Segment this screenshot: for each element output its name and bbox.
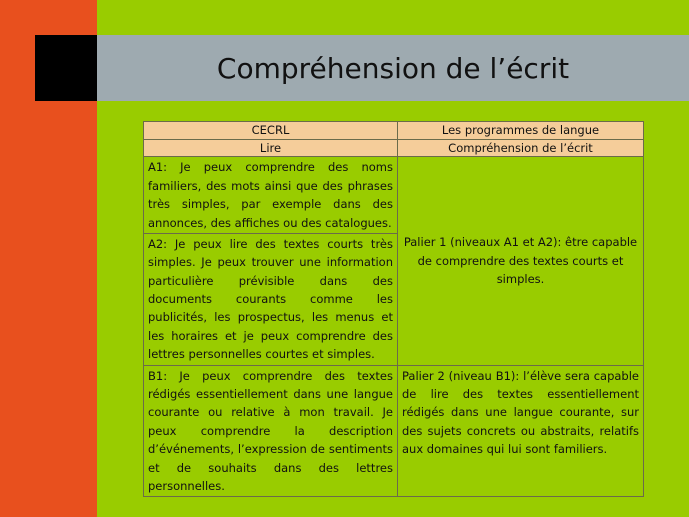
header-lire: Lire <box>144 139 398 157</box>
black-accent-square <box>35 35 97 101</box>
header-programmes: Les programmes de langue <box>398 122 644 140</box>
table-subheader-row <box>144 139 644 157</box>
table-row-a1 <box>144 157 644 234</box>
comparison-table <box>143 121 644 497</box>
cell-a2: A2: Je peux lire des textes courts très simples. Je peux trouver une information particulière prévisible dans des documents courants comme les publicités, les prospectus, les menus et les horaires et je peux comprendre des lettres personnelles courtes et simples. <box>144 233 398 365</box>
cell-a1: A1: Je peux comprendre des noms familiers, des mots ainsi que des phrases très simples, par exemple dans des annonces, des affiches ou des catalogues. <box>144 157 398 234</box>
header-comprehension: Compréhension de l’écrit <box>398 139 644 157</box>
cell-palier-2: Palier 2 (niveau B1): l’élève sera capable de lire des textes essentiellement rédigés dans une langue courante, sur des sujets concrets ou abstraits, relatifs aux domaines qui lui sont familiers. <box>398 365 644 497</box>
cell-palier-1: Palier 1 (niveaux A1 et A2): être capable de comprendre des textes courts et simples. <box>398 157 644 365</box>
table-row-b1 <box>144 365 644 497</box>
slide-title: Compréhension de l’écrit <box>216 51 570 85</box>
table-header-row <box>144 122 644 140</box>
header-cecrl: CECRL <box>144 122 398 140</box>
cell-b1: B1: Je peux comprendre des textes rédigés essentiellement dans une langue courante ou relative à mon travail. Je peux comprendre la description d’événements, l’expression de sentiments et de souhaits dans des lettres personnelles. <box>144 365 398 497</box>
